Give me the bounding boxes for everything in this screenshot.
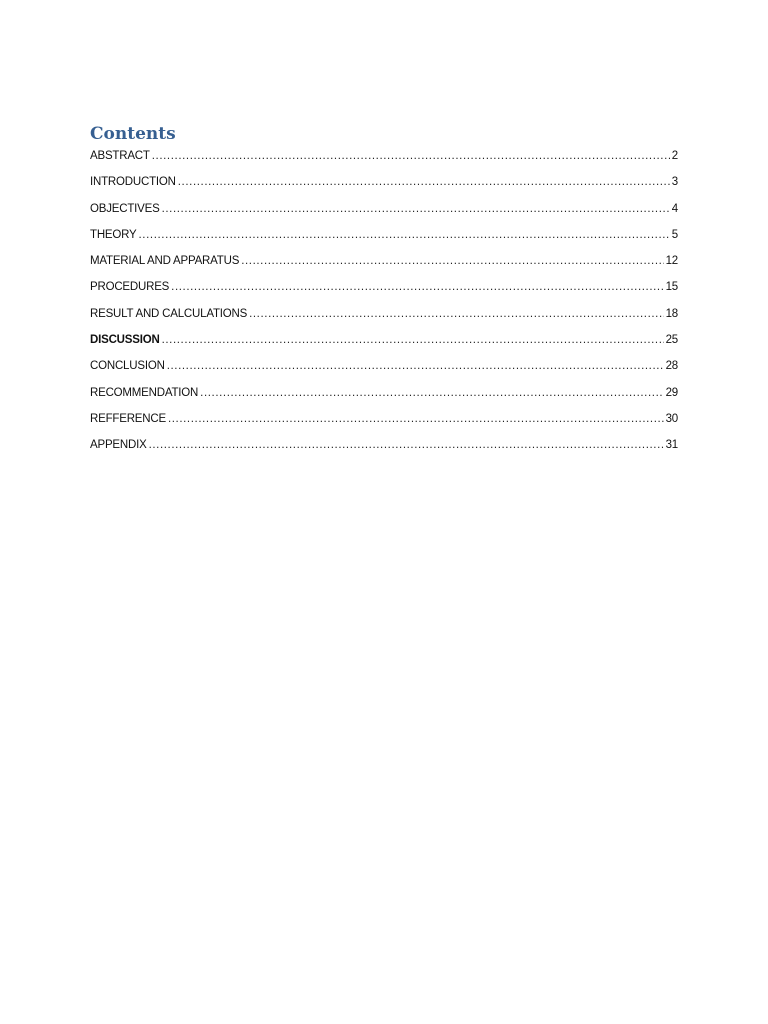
toc-entry-page: 12 — [665, 255, 678, 268]
toc-entry-label: MATERIAL AND APPARATUS — [90, 255, 240, 268]
table-of-contents — [90, 122, 678, 466]
toc-entry-appendix[interactable] — [90, 439, 678, 465]
toc-dot-leader — [241, 255, 663, 267]
toc-dot-leader — [168, 413, 664, 425]
toc-entry-label: OBJECTIVES — [90, 202, 160, 215]
toc-entry-page: 18 — [665, 307, 678, 320]
toc-entry-material-and-apparatus[interactable] — [90, 255, 678, 281]
toc-entry-page: 2 — [671, 150, 678, 162]
toc-entry-page: 5 — [671, 228, 678, 241]
toc-entry-abstract[interactable] — [90, 150, 678, 176]
toc-entry-page: 25 — [665, 334, 678, 347]
toc-entry-page: 3 — [671, 176, 678, 189]
toc-entry-discussion[interactable] — [90, 334, 678, 360]
toc-dot-leader — [249, 308, 664, 320]
toc-entry-label: ABSTRACT — [90, 150, 150, 162]
toc-entry-result-and-calculations[interactable] — [90, 308, 678, 334]
toc-entry-label: CONCLUSION — [90, 360, 165, 373]
toc-entry-page: 28 — [665, 360, 678, 373]
toc-entry-theory[interactable] — [90, 229, 678, 255]
toc-entry-procedures[interactable] — [90, 281, 678, 307]
toc-entry-refference[interactable] — [90, 413, 678, 439]
toc-entry-label: DISCUSSION — [90, 334, 160, 347]
toc-dot-leader — [178, 176, 670, 188]
toc-entry-label: INTRODUCTION — [90, 176, 176, 189]
toc-dot-leader — [162, 334, 664, 346]
toc-title: Contents — [90, 124, 176, 144]
toc-dot-leader — [152, 150, 670, 162]
toc-dot-leader — [171, 281, 663, 293]
toc-entry-introduction[interactable] — [90, 176, 678, 202]
toc-entry-recommendation[interactable] — [90, 387, 678, 413]
toc-entry-label: RESULT AND CALCULATIONS — [90, 307, 248, 320]
toc-entry-label: THEORY — [90, 228, 137, 241]
toc-entry-label: APPENDIX — [90, 439, 147, 452]
toc-list — [90, 150, 678, 466]
toc-entry-label: REFFERENCE — [90, 412, 166, 425]
toc-entry-conclusion[interactable] — [90, 360, 678, 386]
toc-dot-leader — [167, 360, 664, 372]
toc-dot-leader — [200, 387, 663, 399]
toc-entry-objectives[interactable] — [90, 203, 678, 229]
toc-dot-leader — [139, 229, 670, 241]
toc-dot-leader — [162, 203, 670, 215]
toc-entry-page: 15 — [665, 281, 678, 294]
toc-entry-page: 4 — [671, 202, 678, 215]
toc-entry-page: 29 — [665, 386, 678, 399]
toc-entry-page: 31 — [665, 439, 678, 452]
toc-entry-label: RECOMMENDATION — [90, 386, 199, 399]
toc-entry-page: 30 — [665, 412, 678, 425]
toc-dot-leader — [149, 439, 664, 451]
toc-entry-label: PROCEDURES — [90, 281, 170, 294]
